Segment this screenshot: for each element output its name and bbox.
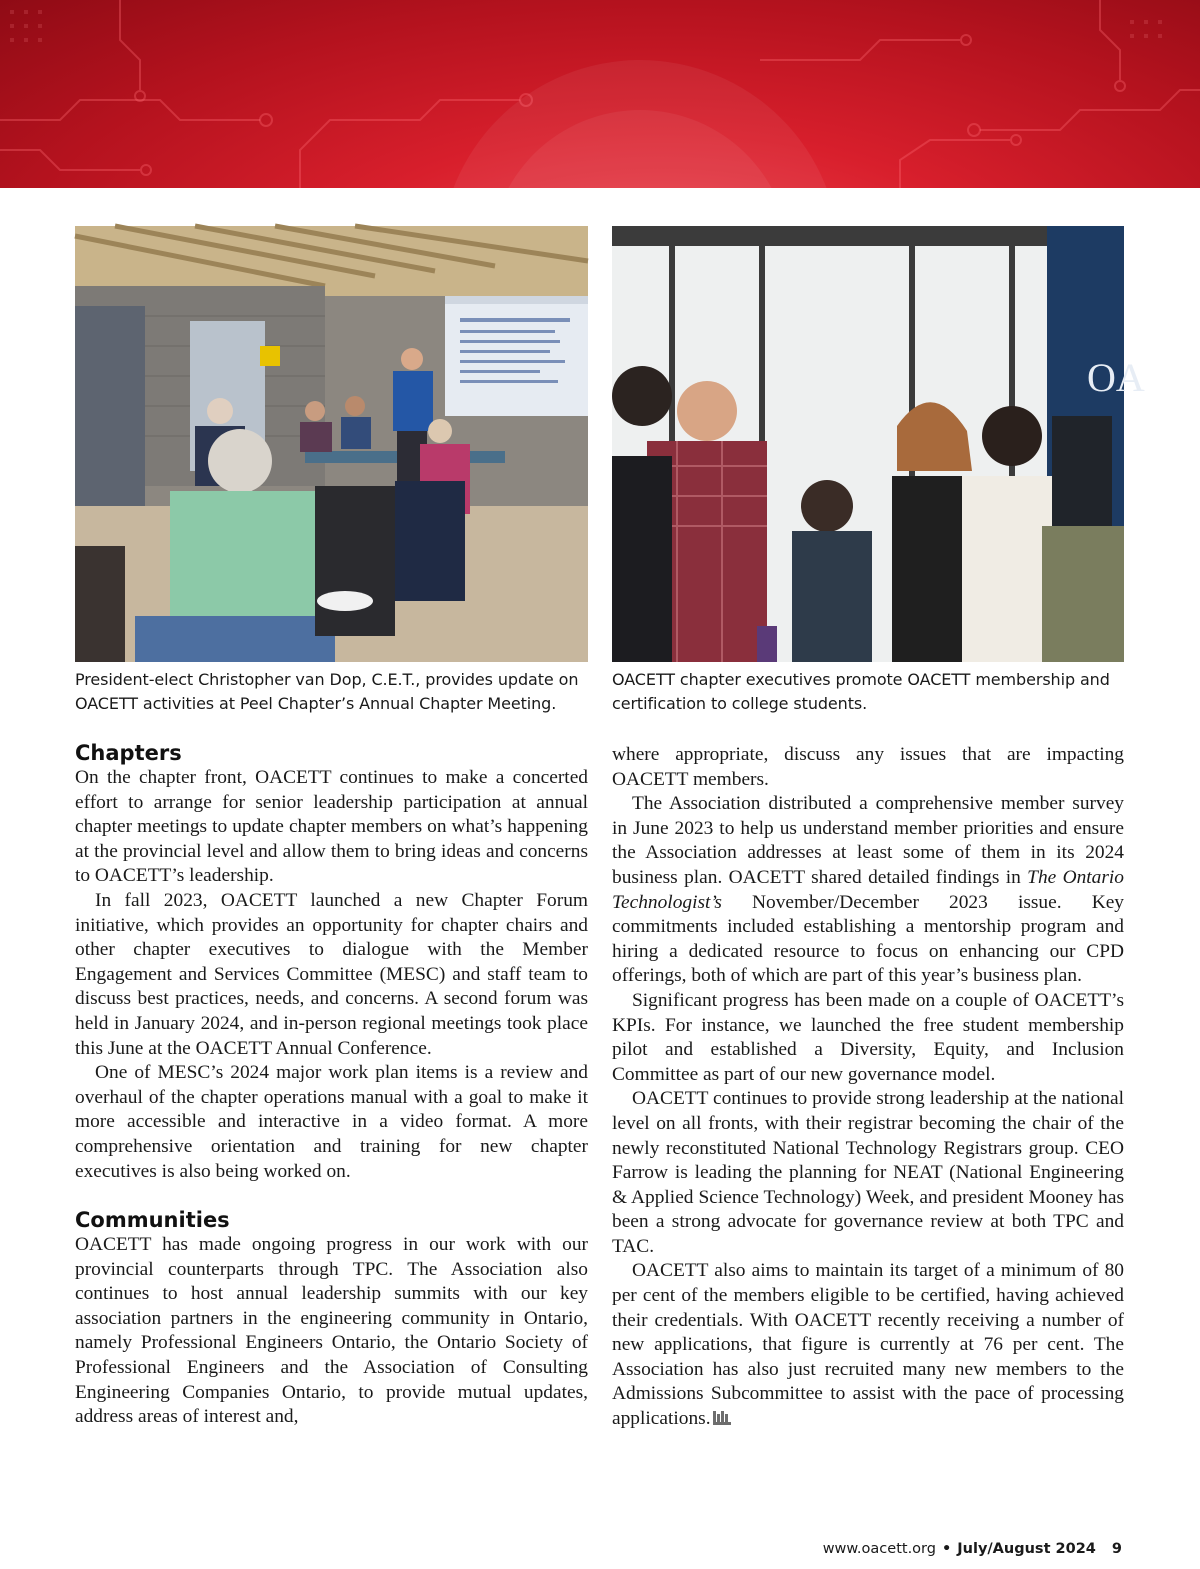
- right-paragraph-2: [612, 792, 1124, 989]
- left-photo-caption: President-elect Christopher van Dop, C.E.T., provides update on OACETT activities at Peel Chapter’s Annual Chapter Meeting.: [75, 670, 579, 713]
- publication-title: The Ontario Technologist’s: [612, 866, 1125, 913]
- footer-url: www.oacett.org: [822, 1541, 936, 1557]
- left-text-column: [75, 740, 588, 1430]
- communities-heading: Communities: [75, 1208, 230, 1233]
- right-paragraph-5-text: OACETT also aims to maintain its target of a minimum of 80 per cent of the members eligible to be certified, having achieved their credentials. With OACETT recently receiving a number of new applications, that figure is currently at 76 per cent. The Association has also just recruited many new members to the Admissions Subcommittee to assist with the pace of processing applications.: [612, 1260, 1124, 1430]
- right-paragraph-2-start: The Association distributed a comprehensive member survey in June 2023 to help us understand member priorities and ensure the Association addresses at least some of them in its 2024 business plan. OACETT shared detailed findings in: [612, 793, 1124, 888]
- right-photo-caption: OACETT chapter executives promote OACETT membership and certification to college students.: [612, 670, 1110, 713]
- chapters-paragraph-1: On the chapter front, OACETT continues to make a concerted effort to arrange for senior leadership participation at annual chapter meetings to update chapter members on what’s happening at the provincial level and allow them to bring ideas and concerns to OACETT’s leadership.: [75, 767, 588, 887]
- chapters-paragraph-3: One of MESC’s 2024 major work plan items is a review and overhaul of the chapter operations manual with a goal to make it more accessible and interactive in a video format. A more comprehensive orientation and training for new chapter executives is also being worked on.: [75, 1062, 588, 1182]
- right-paragraph-3: Significant progress has been made on a couple of OACETT’s KPIs. For instance, we launched the free student membership pilot and established a Diversity, Equity, and Inclusion Committee as part of our new governance model.: [612, 989, 1124, 1085]
- page-footer: [823, 1541, 1122, 1557]
- right-paragraph-5: [612, 1259, 1124, 1431]
- chapters-paragraph-2: In fall 2023, OACETT launched a new Chapter Forum initiative, which provides an opportunity for chapter chairs and other chapter executives to dialogue with the Member Engagement and Services Committee (MESC) and staff team to discuss best practices, needs, and concerns. A second forum was held in January 2024, and in-person regional meetings took place this June at the OACETT Annual Conference.: [75, 889, 588, 1059]
- right-paragraph-4: OACETT continues to provide strong leadership at the national level on all fronts, with their registrar becoming the chair of the newly reconstituted National Technology Registrars group. CEO Farrow is leading the planning for NEAT (National Engineering & Applied Science Technology) Week, and president Mooney has been a strong advocate for governance review at both TPC and TAC.: [612, 1088, 1124, 1257]
- end-of-article-icon: [713, 1411, 731, 1425]
- chapters-heading: Chapters: [75, 741, 182, 765]
- right-paragraph-1: where appropriate, discuss any issues that are impacting OACETT members.: [612, 744, 1124, 790]
- header-banner: [0, 0, 1200, 188]
- page-number: 9: [1111, 1541, 1122, 1557]
- right-paragraph-2-end: November/December 2023 issue. Key commitments included establishing a mentorship program and hiring a dedicated resource to focus on enhancing our CPD offerings, both of which are part of this year’s business plan.: [612, 891, 1124, 987]
- students-photo: [612, 226, 1145, 662]
- footer-issue: July/August 2024: [957, 1541, 1096, 1557]
- chapter-meeting-photo: [75, 226, 588, 662]
- circuit-pattern: [0, 0, 1200, 188]
- communities-paragraph-1: OACETT has made ongoing progress in our work with our provincial counterparts through TPC. The Association also continues to host annual leadership summits with our key association partners in the engineering community in Ontario, namely Professional Engineers Ontario, the Ontario Society of Professional Engineers and the Association of Consulting Engineering Companies Ontario, to provide mutual updates, address areas of interest and,: [75, 1234, 588, 1428]
- right-text-column: [612, 743, 1124, 1432]
- footer-separator: •: [941, 1541, 952, 1557]
- banner-text: OA: [1087, 355, 1145, 400]
